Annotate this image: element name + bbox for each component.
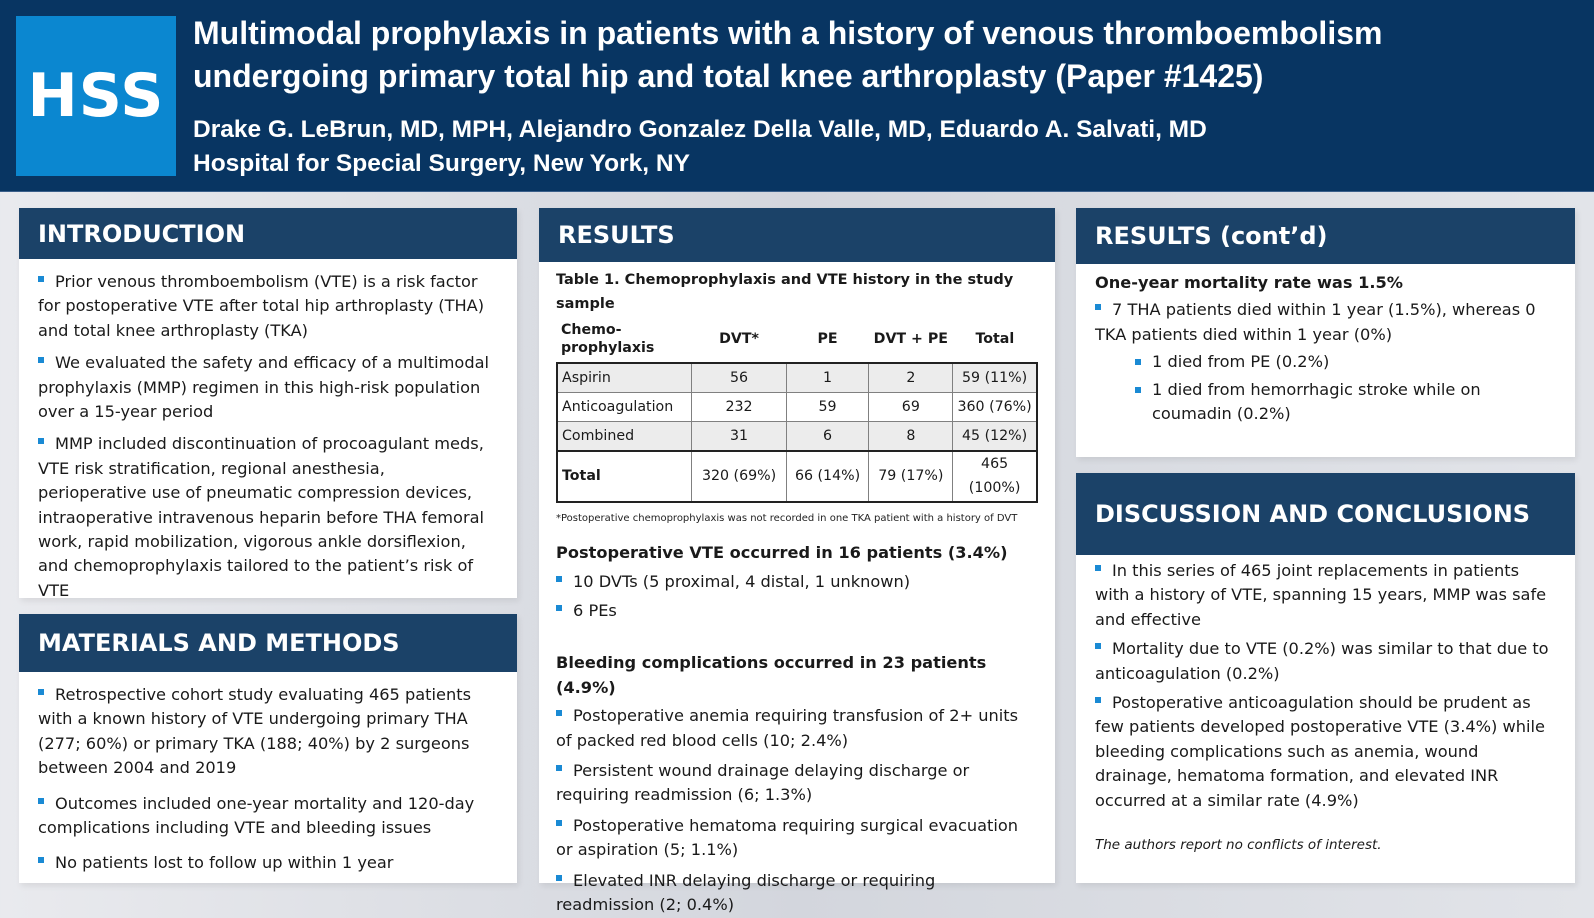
table-cell: 66 (14%) [786,451,869,502]
column-header [557,316,692,363]
authors: Drake G. LeBrun, MD, MPH, Alejandro Gonzalez Della Valle, MD, Eduardo A. Salvati, MD [193,116,1207,143]
column-header: Total [975,331,1015,347]
results-contd-section [1076,208,1575,457]
table-cell: 8 [869,422,953,452]
table-cell: 232 [692,393,786,422]
table-row [557,393,1037,422]
discussion-bullet: Mortality due to VTE (0.2%) was similar to that due to anticoagulation (0.2%) [1095,637,1556,686]
table-cell: 465 (100%) [953,451,1037,502]
table-cell: 2 [869,363,953,393]
column-header: DVT + PE [873,331,948,347]
table-row [557,363,1037,393]
mortality-sub-bullet-text: 1 died from PE (0.2%) [1152,352,1330,372]
table-cell: Anticoagulation [557,393,692,422]
bleeding-bullet: Postoperative anemia requiring transfusion of 2+ units of packed red blood cells (10; 2.4%) [556,704,1036,753]
poster-title [193,12,1583,98]
poster-header [0,0,1594,192]
mortality-bullet: 7 THA patients died within 1 year (1.5%), whereas 0 TKA patients died within 1 year (0%) [1095,298,1556,347]
intro-bullet: Prior venous thromboembolism (VTE) is a risk factor for postoperative VTE after total hip arthroplasty (THA) and total knee arthroplasty (TKA) [38,270,498,343]
mortality-sub-bullet-text: 1 died from hemorrhagic stroke while on coumadin (0.2%) [1152,379,1481,424]
methods-bullet: No patients lost to follow up within 1 year [38,851,498,875]
results-contd-heading [1076,208,1575,264]
discussion-heading [1076,473,1575,555]
table-cell: Total [557,451,692,502]
mortality-sub-bullet [1095,350,1556,374]
discussion-heading-text: DISCUSSION AND CONCLUSIONS [1095,500,1531,528]
table-cell: 45 (12%) [953,422,1037,452]
table-header-row [557,316,1037,363]
table-cell: Aspirin [557,363,692,393]
mortality-heading: One-year mortality rate was 1.5% [1095,273,1404,292]
discussion-bullet: Postoperative anticoagulation should be prudent as few patients developed postoperative VTE (3.4%) while bleeding complications such as anemia, wound drainage, hematoma formation, and elevated INR occurred at a similar rate (4.9%) [1095,691,1556,813]
discussion-section [1076,473,1575,883]
table-total-row [557,451,1037,502]
table-footnote: *Postoperative chemoprophylaxis was not recorded in one TKA patient with a history of DVT [556,512,1018,524]
disclosure-note: The authors report no conflicts of interest. [1095,837,1382,854]
vte-heading: Postoperative VTE occurred in 16 patients (3.4%) [556,543,1008,563]
bleeding-bullet: Elevated INR delaying discharge or requiring readmission (2; 0.4%) [556,869,1036,918]
table-row [557,422,1037,452]
chemoprophylaxis-table [556,316,1038,503]
results-heading-text: RESULTS [558,221,675,249]
institution: Hospital for Special Surgery, New York, NY [193,150,690,177]
title-line-2: undergoing primary total hip and total knee arthroplasty (Paper #1425) [193,58,1264,94]
column-header: PE [817,331,838,347]
results-section [539,208,1055,915]
intro-bullet: MMP included discontinuation of procoagulant meds, VTE risk stratification, regional anesthesia, perioperative use of pneumatic compression devices, intraoperative intravenous heparin before THA femoral work, rapid mobilization, vigorous ankle dorsiflexion, and chemoprophylaxis tailored to the patient’s risk of VTE [38,432,498,603]
methods-section [19,614,517,883]
bleeding-heading: Bleeding complications occurred in 23 patients (4.9%) [556,653,987,697]
bleeding-bullet: Postoperative hematoma requiring surgical evacuation or aspiration (5; 1.1%) [556,814,1036,863]
table-cell: Combined [557,422,692,452]
table-cell: 320 (69%) [692,451,786,502]
table-caption: Table 1. Chemoprophylaxis and VTE history in the study sample [556,272,1014,312]
table-cell: 1 [786,363,869,393]
results-contd-heading-text: RESULTS (cont’d) [1095,222,1328,250]
introduction-section [19,208,517,598]
introduction-heading-text: INTRODUCTION [38,219,246,248]
introduction-heading [19,208,517,259]
bleeding-bullet: Persistent wound drainage delaying discharge or requiring readmission (6; 1.3%) [556,759,1036,808]
column-header: DVT* [719,331,759,347]
table-cell: 59 [786,393,869,422]
intro-bullet: We evaluated the safety and efficacy of a multimodal prophylaxis (MMP) regimen in this high-risk population over a 15-year period [38,351,498,424]
discussion-bullet: In this series of 465 joint replacements in patients with a history of VTE, spanning 15 years, MMP was safe and effective [1095,559,1556,632]
methods-heading [19,614,517,672]
table-cell: 6 [786,422,869,452]
table-cell: 69 [869,393,953,422]
column-header-line-1: Chemo- [561,322,622,338]
table-cell: 31 [692,422,786,452]
table-cell: 59 (11%) [953,363,1037,393]
methods-bullet: Retrospective cohort study evaluating 465 patients with a known history of VTE undergoing primary THA (277; 60%) or primary TKA (188; 40%) by 2 surgeons between 2004 and 2019 [38,683,498,781]
author-block [193,113,1207,181]
column-header-line-2: prophylaxis [561,340,655,356]
hss-logo: HSS [16,16,176,176]
results-heading [539,208,1055,262]
title-line-1: Multimodal prophylaxis in patients with a history of venous thromboembolism [193,15,1383,51]
vte-bullet: 6 PEs [556,599,1036,623]
methods-heading-text: MATERIALS AND METHODS [38,629,400,657]
methods-bullet: Outcomes included one-year mortality and 120-day complications including VTE and bleeding issues [38,792,498,841]
table-cell: 56 [692,363,786,393]
mortality-sub-bullet [1095,378,1556,427]
table-cell: 360 (76%) [953,393,1037,422]
vte-bullet: 10 DVTs (5 proximal, 4 distal, 1 unknown) [556,570,1036,594]
table-cell: 79 (17%) [869,451,953,502]
